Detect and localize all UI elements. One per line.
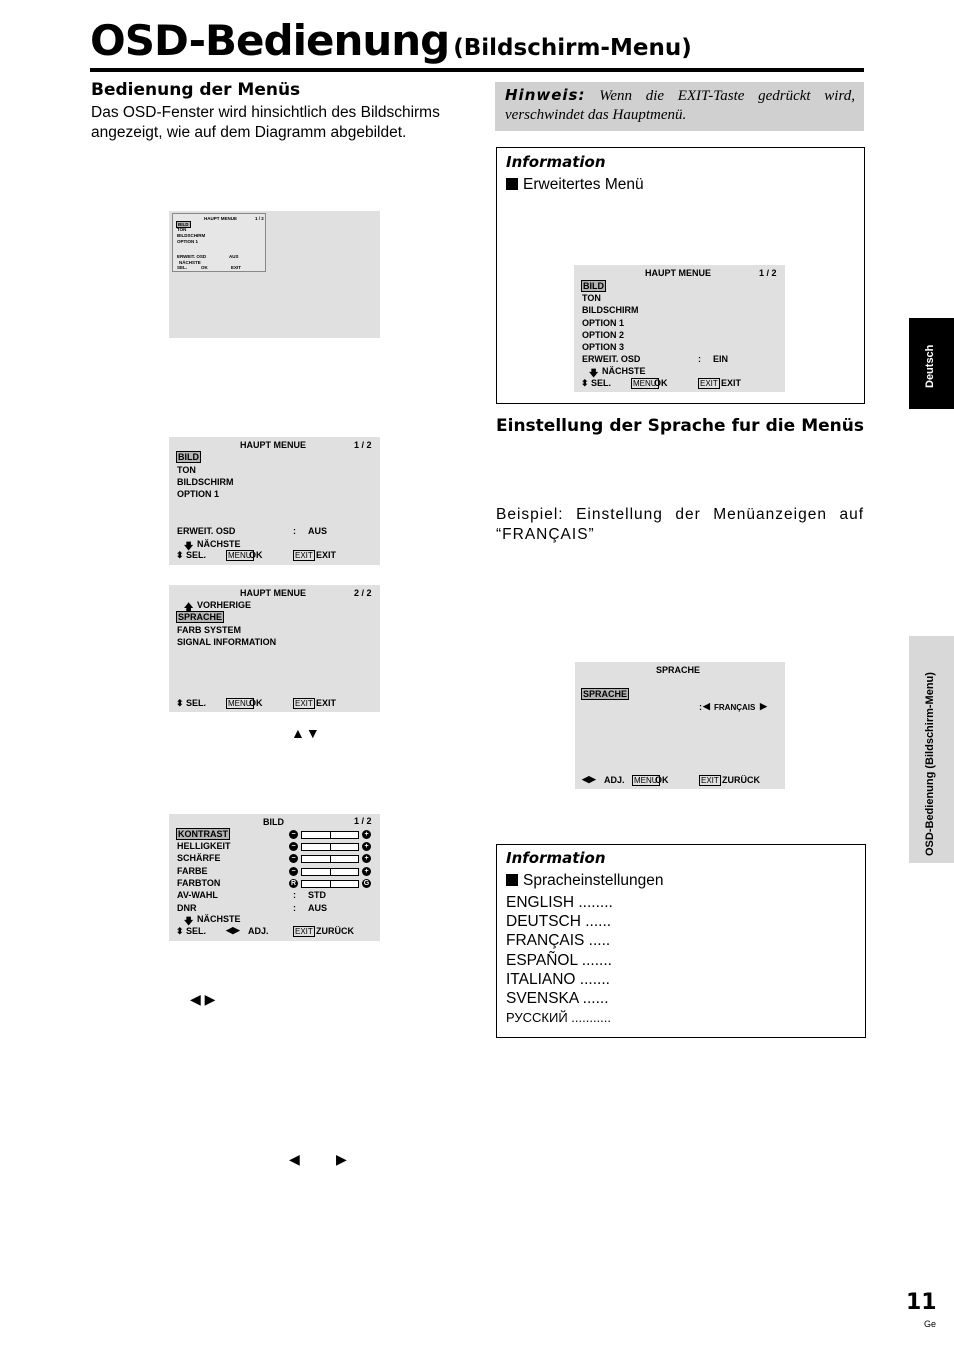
sel-label: SEL. <box>186 550 207 560</box>
up-arrow-icon: 🡅 <box>184 602 194 612</box>
menu-item-erweit: ERWEIT. OSD <box>177 526 236 536</box>
item-farbton: FARBTON <box>177 878 221 888</box>
right-triangle-icon: ▶ <box>760 701 767 711</box>
section-language-text: Beispiel: Einstellung der Menüanzeigen auf “FRANÇAIS” <box>496 506 864 543</box>
language-item: ITALIANO ....... <box>506 970 610 988</box>
menu-item-ton: TON <box>177 465 196 475</box>
sel-label: SEL. <box>186 698 207 708</box>
colon: : <box>698 354 701 364</box>
minus-icon: − <box>289 842 298 851</box>
item-farbe: FARBE <box>177 866 208 876</box>
exit-label: EXIT <box>316 698 337 708</box>
plus-icon: + <box>362 830 371 839</box>
side-tab-section <box>909 636 954 863</box>
leftright-arrows-icon: ◀ ▶ <box>190 991 216 1007</box>
next-label: NÄCHSTE <box>197 914 241 924</box>
menu-title: HAUPT MENUE <box>240 588 307 598</box>
osd-bild-menu <box>169 814 380 941</box>
menu-key: MENU <box>228 551 252 560</box>
leftright-icon: ◀▶ <box>582 774 596 784</box>
colon: : <box>293 903 296 913</box>
item-kontrast: KONTRAST <box>178 829 228 839</box>
exit-key: EXIT <box>295 551 313 560</box>
exit-key: EXIT <box>295 699 313 708</box>
menu-item-option3: OPTION 3 <box>582 342 625 352</box>
colon: : <box>293 890 296 900</box>
minus-icon: − <box>289 854 298 863</box>
menu-key: MENU <box>633 379 657 388</box>
colon: : <box>293 526 296 536</box>
item-dnr: DNR <box>177 903 197 913</box>
language-item: РУССКИЙ ........... <box>506 1010 612 1026</box>
page-indicator: 2 / 2 <box>354 588 372 598</box>
menu-key: MENU <box>634 776 658 785</box>
slider-helligkeit <box>301 843 359 851</box>
item-helligkeit: HELLIGKEIT <box>177 841 231 851</box>
menu-title: HAUPT MENUE <box>645 268 712 278</box>
language-item: FRANÇAIS ..... <box>506 932 611 950</box>
mini-sel: SEL. <box>177 265 188 270</box>
value-ein: EIN <box>713 354 729 364</box>
adj-label: ADJ. <box>604 775 625 785</box>
exit-label: EXIT <box>316 550 337 560</box>
info-box-extended-menu <box>496 147 865 404</box>
zurueck-label: ZURÜCK <box>722 775 760 785</box>
updown-icon: ⬍ <box>176 550 184 560</box>
hint-text: Wenn die EXIT-Taste gedrückt wird, verschwindet das Hauptmenü. <box>505 88 855 123</box>
menu-item-sprache: SPRACHE <box>583 689 628 699</box>
previous-label: VORHERIGE <box>197 600 252 610</box>
title-rule <box>90 68 864 72</box>
menu-item-farb-system: FARB SYSTEM <box>177 625 242 635</box>
down-arrow-icon: 🡇 <box>184 916 194 926</box>
language-item: ENGLISH ........ <box>506 894 613 911</box>
mini-item-erweit: ERWEIT. OSD <box>177 254 207 259</box>
menu-key: MENU <box>228 699 252 708</box>
info-heading: Information <box>506 153 606 171</box>
updown-icon: ⬍ <box>176 926 184 936</box>
mini-exit: EXIT <box>231 265 242 270</box>
slider-farbe <box>301 868 359 876</box>
plus-icon: + <box>362 854 371 863</box>
menu-item-ton: TON <box>582 293 601 303</box>
mini-value-aus: AUS <box>229 254 239 259</box>
page-indicator: 1 / 2 <box>354 816 372 826</box>
osd-extended-main-menu <box>574 265 785 392</box>
page-number: 11 <box>906 1290 937 1315</box>
value-francais: FRANÇAIS <box>714 703 756 712</box>
menu-item-signal-info: SIGNAL INFORMATION <box>177 637 277 647</box>
mini-item-bild: BILD <box>178 222 189 227</box>
hint-box <box>495 82 864 131</box>
mini-item-option1: OPTION 1 <box>177 239 199 244</box>
menu-title: BILD <box>263 817 284 827</box>
zurueck-label: ZURÜCK <box>316 926 354 936</box>
info-heading: Information <box>506 849 606 867</box>
menu-item-erweit: ERWEIT. OSD <box>582 354 641 364</box>
adj-label: ADJ. <box>248 926 269 936</box>
ok-label: OK <box>654 378 668 388</box>
minus-icon: − <box>289 830 298 839</box>
sel-label: SEL. <box>186 926 207 936</box>
value-aus: AUS <box>308 903 328 913</box>
language-list <box>506 893 613 1027</box>
page-indicator: 1 / 2 <box>759 268 777 278</box>
menu-title: HAUPT MENUE <box>240 440 307 450</box>
mini-ok: OK <box>201 265 208 270</box>
info-item-label: Erweitertes Menü <box>523 176 644 193</box>
exit-key: EXIT <box>295 927 313 936</box>
right-arrow-icon: ▶ <box>336 1151 347 1167</box>
language-code: Ge <box>924 1319 937 1329</box>
menu-item-option1: OPTION 1 <box>177 489 220 499</box>
updown-icon: ⬍ <box>581 378 589 388</box>
info-box-languages <box>496 844 866 1038</box>
osd-screen-overview <box>169 211 380 338</box>
updown-icon: ⬍ <box>176 698 184 708</box>
slider-farbton <box>301 880 359 888</box>
info-item <box>506 872 663 890</box>
item-av-wahl: AV-WAHL <box>177 890 218 900</box>
square-bullet-icon <box>506 178 518 190</box>
section-heading-language <box>496 414 864 438</box>
osd-main-menu-page1 <box>169 437 380 565</box>
colon: : <box>699 702 702 712</box>
plus-icon: + <box>362 867 371 876</box>
osd-language-menu <box>575 662 785 789</box>
leftright-icon: ◀▶ <box>226 925 240 935</box>
mini-item-ton: TON <box>177 227 187 232</box>
osd-main-menu-page2 <box>169 585 380 712</box>
title-main: OSD-Bedienung <box>90 16 450 65</box>
minus-icon: − <box>289 867 298 876</box>
menu-item-bild: BILD <box>583 281 604 291</box>
mini-main-menu <box>172 213 266 272</box>
mini-menu-title: HAUPT MENUE <box>204 216 238 221</box>
side-tab-deutsch <box>909 318 954 409</box>
left-triangle-icon: ◀ <box>703 701 710 711</box>
page-indicator: 1 / 2 <box>354 440 372 450</box>
value-aus: AUS <box>308 526 328 536</box>
info-item-label: Spracheinstellungen <box>523 872 664 889</box>
menu-item-option2: OPTION 2 <box>582 330 625 340</box>
exit-key: EXIT <box>701 776 719 785</box>
plus-icon: + <box>362 842 371 851</box>
updown-arrows-icon: ▲▼ <box>291 725 321 741</box>
exit-label: EXIT <box>721 378 742 388</box>
item-schaerfe: SCHÄRFE <box>177 853 221 863</box>
menu-item-bild: BILD <box>178 452 199 462</box>
next-label: NÄCHSTE <box>197 539 241 549</box>
language-item: ESPAÑOL ....... <box>506 951 612 969</box>
side-tab-label: OSD-Bedienung (Bildschirm-Menu) <box>924 672 936 856</box>
menu-title: SPRACHE <box>656 665 701 675</box>
hint-label: Hinweis: <box>505 86 586 104</box>
exit-key: EXIT <box>700 379 718 388</box>
sel-label: SEL. <box>591 378 612 388</box>
value-std: STD <box>308 890 326 900</box>
down-arrow-icon: 🡇 <box>589 368 599 378</box>
menu-item-sprache: SPRACHE <box>178 612 223 622</box>
section-heading-language-text: Einstellung der Sprache fur die Menüs <box>496 416 864 436</box>
slider-kontrast <box>301 831 359 839</box>
mini-page-indicator: 1 / 2 <box>255 216 264 221</box>
ok-label: OK <box>655 775 669 785</box>
slider-schaerfe <box>301 855 359 863</box>
menu-item-bildschirm: BILDSCHIRM <box>177 477 234 487</box>
left-arrow-icon: ◀ <box>289 1151 300 1167</box>
title-sub: (Bildschirm-Menu) <box>453 35 692 61</box>
menu-item-option1: OPTION 1 <box>582 318 625 328</box>
side-tab-label: Deutsch <box>924 344 936 388</box>
section-heading-menus: Bedienung der Menüs <box>91 80 301 100</box>
section-intro-text: Das OSD-Fenster wird hinsichtlich des Bildschirms angezeigt, wie auf dem Diagramm abgebildet. <box>91 104 440 141</box>
page-title <box>90 16 692 65</box>
ok-label: OK <box>249 698 263 708</box>
mini-item-bildschirm: BILDSCHIRM <box>177 233 206 238</box>
language-item: DEUTSCH ...... <box>506 913 612 931</box>
r-icon: R <box>290 880 297 887</box>
ok-label: OK <box>249 550 263 560</box>
square-bullet-icon <box>506 874 518 886</box>
language-item: SVENSKA ...... <box>506 990 609 1008</box>
info-item <box>506 176 644 194</box>
g-icon: G <box>363 880 370 887</box>
mini-next: NÄCHSTE <box>179 260 201 265</box>
down-arrow-icon: 🡇 <box>184 541 194 551</box>
menu-item-bildschirm: BILDSCHIRM <box>582 305 639 315</box>
next-label: NÄCHSTE <box>602 366 646 376</box>
